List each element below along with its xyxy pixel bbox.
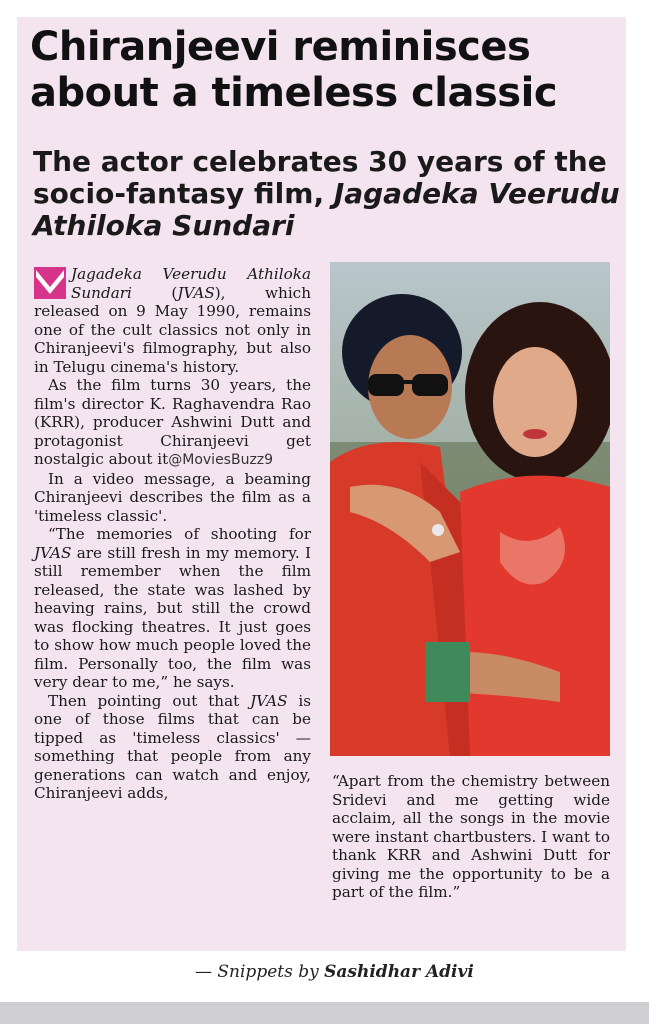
left-column xyxy=(34,265,311,803)
film-title: Jagadeka Veerudu Athiloka Sundari xyxy=(71,265,311,302)
film-still-illustration xyxy=(330,262,610,756)
paragraph-anniversary xyxy=(34,376,311,470)
paragraph-intro-text: which released on 9 May 1990, remains one of the cult classics not only in Chiranjeevi's filmography, but also in Telugu cinema's history. xyxy=(34,283,311,376)
paragraph-anniversary-text: As the film turns 30 years, the film's director K. Raghavendra Rao (KRR), producer Ashwini Dutt and protagonist Chiranjeevi get nostalgic about it xyxy=(34,376,311,468)
right-column xyxy=(332,772,610,902)
headline: Chiranjeevi reminisces about a timeless classic xyxy=(30,24,558,116)
film-abbreviation: JVAS xyxy=(34,543,72,562)
byline xyxy=(195,962,615,982)
paragraph-timeless-b: is one of those films that can be tipped as 'timeless classics' — something that people from any generations can watch and enjoy, Chiranjeevi adds, xyxy=(34,691,311,802)
byline-prefix: — Snippets by xyxy=(195,962,319,982)
paragraph-video-message: In a video message, a beaming Chiranjeevi describes the film as a 'timeless classic'. xyxy=(34,469,311,525)
film-abbreviation: JVAS xyxy=(250,691,288,710)
paragraph-intro: Jagadeka Veerudu Athiloka Sundari (JVAS), which released on 9 May 1990, remains one of the cult classics not only in Chiranjeevi's filmography, but also in Telugu cinema's history. xyxy=(34,265,311,376)
byline-author: Sashidhar Adivi xyxy=(324,962,474,982)
watermark-handle: @MoviesBuzz9 xyxy=(168,452,274,468)
subhead-film-title: Jagadeka Veerudu Athiloka Sundari xyxy=(33,177,620,242)
subhead-lead: The actor celebrates 30 years of the socio-fantasy film, xyxy=(33,145,607,210)
subheadline xyxy=(33,146,623,242)
film-abbreviation: JVAS xyxy=(177,283,215,302)
paragraph-memories xyxy=(34,525,311,692)
bottom-edge xyxy=(0,1002,649,1024)
checkmark-marker-icon xyxy=(34,267,66,299)
paragraph-memories-a: “The memories of shooting for xyxy=(48,525,311,543)
paragraph-quote: “Apart from the chemistry between Sridevi and me getting wide acclaim, all the songs in the movie were instant chartbusters. I want to thank KRR and Ashwini Dutt for giving me the opportunity to be a part of the film.” xyxy=(332,772,611,901)
paragraph-timeless xyxy=(34,692,311,803)
film-still-photo xyxy=(330,262,610,756)
paragraph-timeless-a: Then pointing out that xyxy=(48,691,240,710)
paragraph-memories-b: are still fresh in my memory. I still remember when the film released, the state was lashed by heaving rains, but still the crowd was flocking theatres. It just goes to show how much people loved the film. Personally too, the film was very dear to me,” he says. xyxy=(34,543,311,691)
